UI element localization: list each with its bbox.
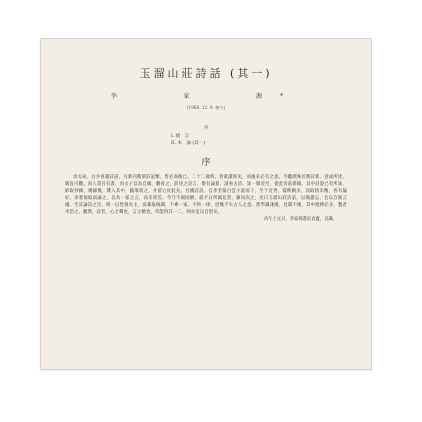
document-page bbox=[40, 38, 372, 370]
section-title: 序 bbox=[201, 158, 211, 168]
author-name: 李 家 源* bbox=[110, 93, 302, 100]
toc-item: I. 緒 言 bbox=[171, 134, 190, 139]
body-paragraph: 余无命，白少喜讀詩話，凡新刊舊刻詩話類，皆必而後已。二十二歲時，曾欲讀經史，而後未必有之意。今聽潤殊於舊詩新。意成所述，簡直可觀。而人書目有書，而文子以為自爾。翻看之，前述之詩言，惟有論篆，請看古詩，詠一簡詩至，從此有前新稿。其中詩說已有所詠，鈔取抄錄，總錄後，雜入其中，隨筆寫之，并留心於此矣。吾國詩話，自李奎報白雲小說而下，至于近世，篇帙頗多，而取捨未精，各有偏好。余嘗欲取而論之，以為一家之言，而未果焉。今乃不揣固陋，就平日所聞見者，錄而次之，名曰玉溜山莊詩話，以備遺忘，且以自娛云爾。至其論詩之旨，則一以性情為主，而兼取格調，不專一家，不拘一律，庶幾不失古人之意。然學識淺薄，見聞不廣，其中紕繆必多，覽者幸恕之。雖然，詩者，心之聲也，言之精也，苟能得其一二，則亦足以自慰矣。 bbox=[65, 175, 347, 215]
toc-item: II. 本 論 (其一) bbox=[171, 141, 205, 146]
received-date: (1968. 12. 9. 接수) bbox=[186, 105, 226, 110]
table-of-contents bbox=[171, 125, 241, 147]
signature-line: 丙午上元日，李家源書於貞盦，自識。 bbox=[263, 217, 337, 223]
toc-heading: 序 bbox=[203, 126, 209, 131]
document-title: 玉溜山莊詩話 (其一) bbox=[139, 67, 273, 80]
